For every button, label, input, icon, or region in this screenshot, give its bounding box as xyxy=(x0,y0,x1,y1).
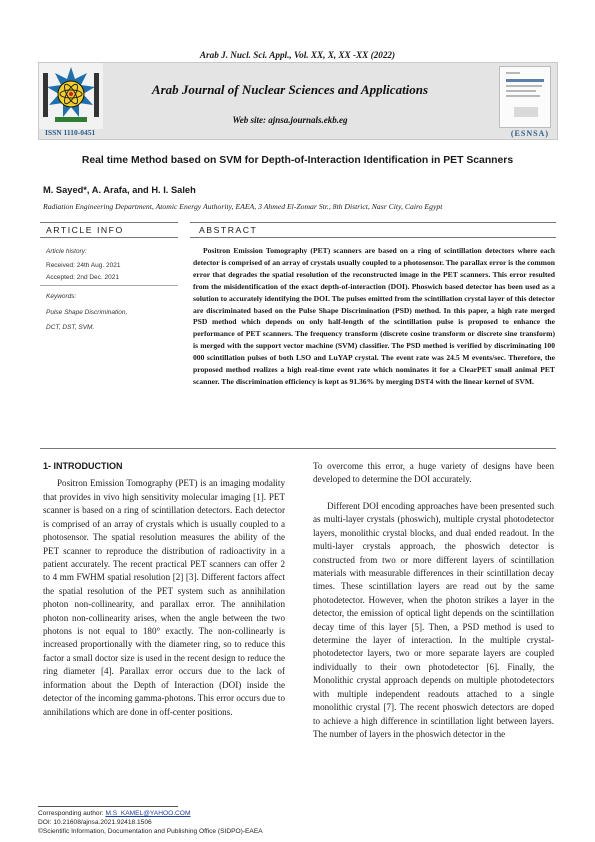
divider xyxy=(40,222,178,223)
doi[interactable]: DOI: 10.21608/ajnsa.2021.92418.1506 xyxy=(38,819,152,826)
society-label: (ESNSA) xyxy=(510,129,549,138)
abstract-heading: ABSTRACT xyxy=(199,225,258,235)
column-left xyxy=(43,460,285,719)
journal-reference: Arab J. Nucl. Sci. Appl., Vol. XX, X, XX -XX (2022) xyxy=(199,50,396,60)
footnote-rule xyxy=(38,806,178,807)
paragraph: Positron Emission Tomography (PET) is an imaging modality that provides in vivo high sensitivity molecular imaging [1]. PET scanner is based on a ring of scintillation detectors. Each detector is comprised of an array of crystals which is usually coupled to a photosensor. The spatial resolution measures the ability of the PET scanner to reproduce the distribution of radioactivity in a patient accurately. The recent practical PET scanners can offer 2 to 4 mm FWHM spatial resolution [2] [3]. Different factors affect the spatial resolution of the PET system such as annihilation photon non-collinearity, and parallax error. The annihilation photon non-collinearity arises, when the angle between the two photons is not equal to 180° exactly. The non-collinearly is increased proportionally with the diameter ring, so to reduce this factor a small doctor size is used in the recent design to reduce the ring diameter [4]. Parallax error occurs due to the lack of information about the Depth of Interaction (DOI) inside the detector of the incoming gamma-photons. This error occurs due to annihilations which are done in off-center positions. xyxy=(43,478,285,717)
keywords-line: Pulse Shape Discrimination, xyxy=(46,309,128,316)
divider xyxy=(40,285,178,286)
divider xyxy=(190,237,556,238)
column-right xyxy=(313,460,554,741)
abstract-body: Positron Emission Tomography (PET) scanners are based on a ring of scintillation detectors where each detector is comprised of an array of crystals usually coupled to a photosensor. The parallax error is the common error that degrades the spatial resolution of the reconstructed image in the PET scanners. This error resulted from the misidentification of the exact depth-of-interaction (DOI). Phoswich based detector has been used as a solution to accurately identifying the DOI. The pulses emitted from the scintillation crystal layer of this detector are discriminated based on the Pulse Shape Discrimination (PSD) method. In this paper, a high rate merged PSD method which depends on only half-length of the scintillation pulse is proposed to enhance the performance of PET scanners. The frequency transform (discrete cosine transform or discrete sine transform) is merged with the support vector machine (SVM) classifier. The PSD method is verified by discriminating 100 000 scintillation pulses of both LSO and LuYAP crystal. The event rate was 24.5 M events/sec. Therefore, the proposed method realizes a high real-time event rate which nominates it for a ClearPET small animal PET scanner. The discrimination efficiency is kept as 91.36% by merging DST4 with the linear kernel of SVM. xyxy=(193,246,555,386)
received-date: Received: 24th Aug. 2021 xyxy=(46,262,121,269)
history-label: Article history: xyxy=(46,248,87,255)
journal-name: Arab Journal of Nuclear Sciences and Applications xyxy=(151,82,429,97)
paragraph: To overcome this error, a huge variety of designs have been developed to determine the DOI accurately. xyxy=(313,461,554,485)
article-info-heading: ARTICLE INFO xyxy=(46,225,124,235)
article-title: Real time Method based on SVM for Depth-of-Interaction Identification in PET Scanners xyxy=(81,155,514,166)
corresponding-label: Corresponding author: xyxy=(38,810,106,817)
author-email-link[interactable]: M.S_KAMEL@YAHOO.COM xyxy=(105,810,191,817)
authors: M. Sayed*, A. Arafa, and H. I. Saleh xyxy=(43,185,196,195)
issn-label: ISSN 1110-0451 xyxy=(45,128,96,137)
divider xyxy=(40,448,556,449)
copyright: ©Scientific Information, Documentation and Publishing Office (SIDPO)-EAEA xyxy=(38,828,263,835)
divider xyxy=(40,237,178,238)
journal-website[interactable]: Web site: ajnsa.journals.ekb.eg xyxy=(232,115,348,125)
affiliation: Radiation Engineering Department, Atomic Energy Authority, EAEA, 3 Ahmed El-Zomar Str., 8th District, Nasr City, Cairo Egypt xyxy=(43,202,443,211)
journal-banner xyxy=(38,62,558,140)
esnsa-logo xyxy=(39,63,103,129)
paragraph: Different DOI encoding approaches have been presented such as multi-layer crystals (phoswich), multiple crystal photodetector layers, monolithic crystal blocks, and dual ended readout. In the multi-layer crystals approach, the phoswich detector is constructed from two or more different layers of scintillation materials with measurable differences in their scintillation decay times. These scintillation layers are read out by the same photodetector. However, when the photon strikes a layer in the detector, the emission of optical light depends on the scintillation decay time of this layer [5]. Then, a PSD method is used to determine the layer of interaction. In the multiple crystal-photodetector layers, two or more separate layers are coupled individually to their own photodetector [6]. Finally, the Monolithic crystal approach depends on multiple photodetectors with multiple independent readouts attached to a single monolithic crystal [7]. The recent phoswich detectors are doped to achieve a high difference in scintillation light between layers. The number of layers in the phoswich detector in the xyxy=(313,500,554,740)
keywords-line: DCT, DST, SVM. xyxy=(46,324,95,331)
section-heading: 1- INTRODUCTION xyxy=(43,461,123,471)
keywords-label: Keywords: xyxy=(46,293,77,300)
journal-cover-thumbnail xyxy=(499,66,551,128)
divider xyxy=(190,222,556,223)
accepted-date: Accepted: 2nd Dec. 2021 xyxy=(46,274,119,281)
corresponding-author xyxy=(38,810,190,817)
